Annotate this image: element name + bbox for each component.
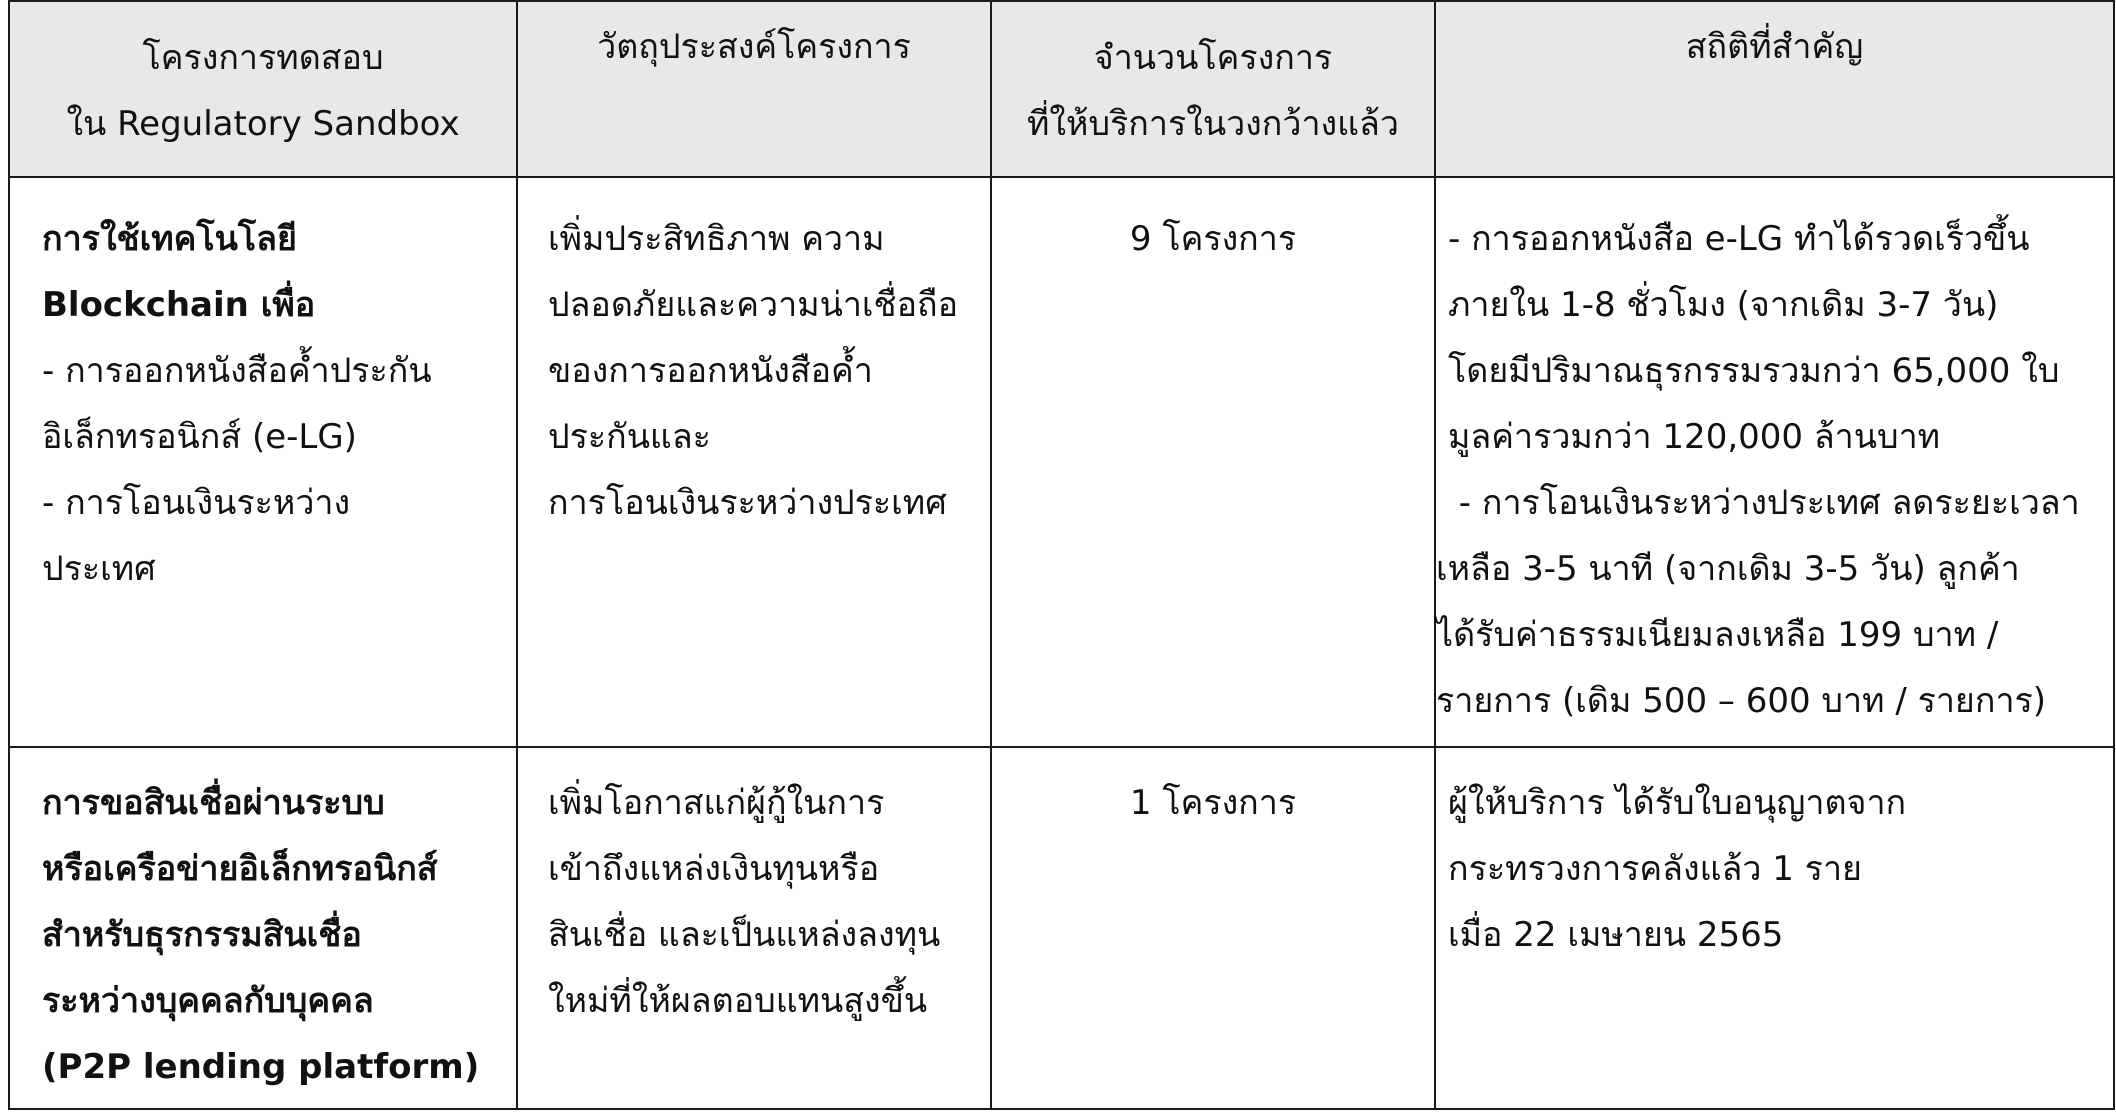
- header-count-line-1: จำนวนโครงการ: [1093, 38, 1333, 78]
- header-project-line-1: โครงการทดสอบ: [142, 38, 384, 78]
- stat-line: ได้รับค่าธรรมเนียมลงเหลือ 199 บาท /: [1436, 615, 1999, 655]
- stat-line: โดยมีปริมาณธุรกรรมรวมกว่า 65,000 ใบ: [1448, 351, 2060, 391]
- stat-line: - การออกหนังสือ e-LG ทำได้รวดเร็วขึ้น: [1448, 219, 2030, 259]
- header-project-line-2: ใน Regulatory Sandbox: [66, 104, 460, 144]
- project-sub-line: - การออกหนังสือค้ำประกัน: [42, 351, 432, 391]
- count-cell: [991, 747, 1435, 1109]
- stats-cell: [1435, 747, 2114, 1109]
- table-body: [9, 177, 2114, 1109]
- table-row: [9, 177, 2114, 747]
- table-header: [9, 1, 2114, 177]
- header-row: [9, 1, 2114, 177]
- header-objective-line-1: วัตถุประสงค์โครงการ: [597, 27, 911, 67]
- project-title-line: ระหว่างบุคคลกับบุคคล: [42, 981, 374, 1021]
- header-count: [991, 1, 1435, 177]
- objective-line: เพิ่มโอกาสแก่ผู้กู้ในการ: [548, 783, 885, 823]
- project-title-line: การใช้เทคโนโลยี: [42, 219, 297, 259]
- objective-line: การโอนเงินระหว่างประเทศ: [548, 483, 947, 523]
- project-count: 1 โครงการ: [1129, 783, 1297, 823]
- stat-line: รายการ (เดิม 500 – 600 บาท / รายการ): [1436, 681, 2047, 721]
- objective-cell: [517, 177, 991, 747]
- project-sub-line: ประเทศ: [42, 549, 156, 589]
- objective-line: เข้าถึงแหล่งเงินทุนหรือ: [548, 849, 880, 889]
- stat-line: - การโอนเงินระหว่างประเทศ ลดระยะเวลา: [1448, 483, 2080, 523]
- stat-line: กระทรวงการคลังแล้ว 1 ราย: [1448, 849, 1862, 889]
- header-stats: [1435, 1, 2114, 177]
- header-count-line-2: ที่ให้บริการในวงกว้างแล้ว: [1027, 104, 1399, 144]
- stat-line: เมื่อ 22 เมษายน 2565: [1448, 915, 1784, 955]
- header-stats-line-1: สถิติที่สำคัญ: [1685, 27, 1864, 67]
- objective-line: ใหม่ที่ให้ผลตอบแทนสูงขึ้น: [548, 981, 928, 1021]
- stat-line: ภายใน 1-8 ชั่วโมง (จากเดิม 3-7 วัน): [1448, 285, 1999, 325]
- count-cell: [991, 177, 1435, 747]
- header-project: [9, 1, 517, 177]
- sandbox-table: [8, 0, 2115, 1110]
- header-objective: [517, 1, 991, 177]
- stats-cell: [1435, 177, 2114, 747]
- objective-line: ปลอดภัยและความน่าเชื่อถือ: [548, 285, 959, 325]
- table-row: [9, 747, 2114, 1109]
- project-sub-line: - การโอนเงินระหว่าง: [42, 483, 351, 523]
- objective-line: สินเชื่อ และเป็นแหล่งลงทุน: [548, 915, 941, 955]
- project-title-line: (P2P lending platform): [42, 1047, 480, 1087]
- stat-line: เหลือ 3-5 นาที (จากเดิม 3-5 วัน) ลูกค้า: [1436, 549, 2020, 589]
- project-title-line: หรือเครือข่ายอิเล็กทรอนิกส์: [42, 849, 438, 889]
- stat-line: ผู้ให้บริการ ได้รับใบอนุญาตจาก: [1448, 783, 1907, 823]
- objective-cell: [517, 747, 991, 1109]
- project-cell: [9, 747, 517, 1109]
- stat-line: มูลค่ารวมกว่า 120,000 ล้านบาท: [1448, 417, 1941, 457]
- project-title-line: สำหรับธุรกรรมสินเชื่อ: [42, 915, 362, 955]
- objective-line: เพิ่มประสิทธิภาพ ความ: [548, 219, 885, 259]
- project-title-line: การขอสินเชื่อผ่านระบบ: [42, 783, 385, 823]
- objective-line: ประกันและ: [548, 417, 711, 457]
- project-sub-line: อิเล็กทรอนิกส์ (e-LG): [42, 417, 357, 457]
- project-title-line: Blockchain เพื่อ: [42, 285, 316, 325]
- objective-line: ของการออกหนังสือค้ำ: [548, 351, 873, 391]
- project-count: 9 โครงการ: [1129, 219, 1297, 259]
- project-cell: [9, 177, 517, 747]
